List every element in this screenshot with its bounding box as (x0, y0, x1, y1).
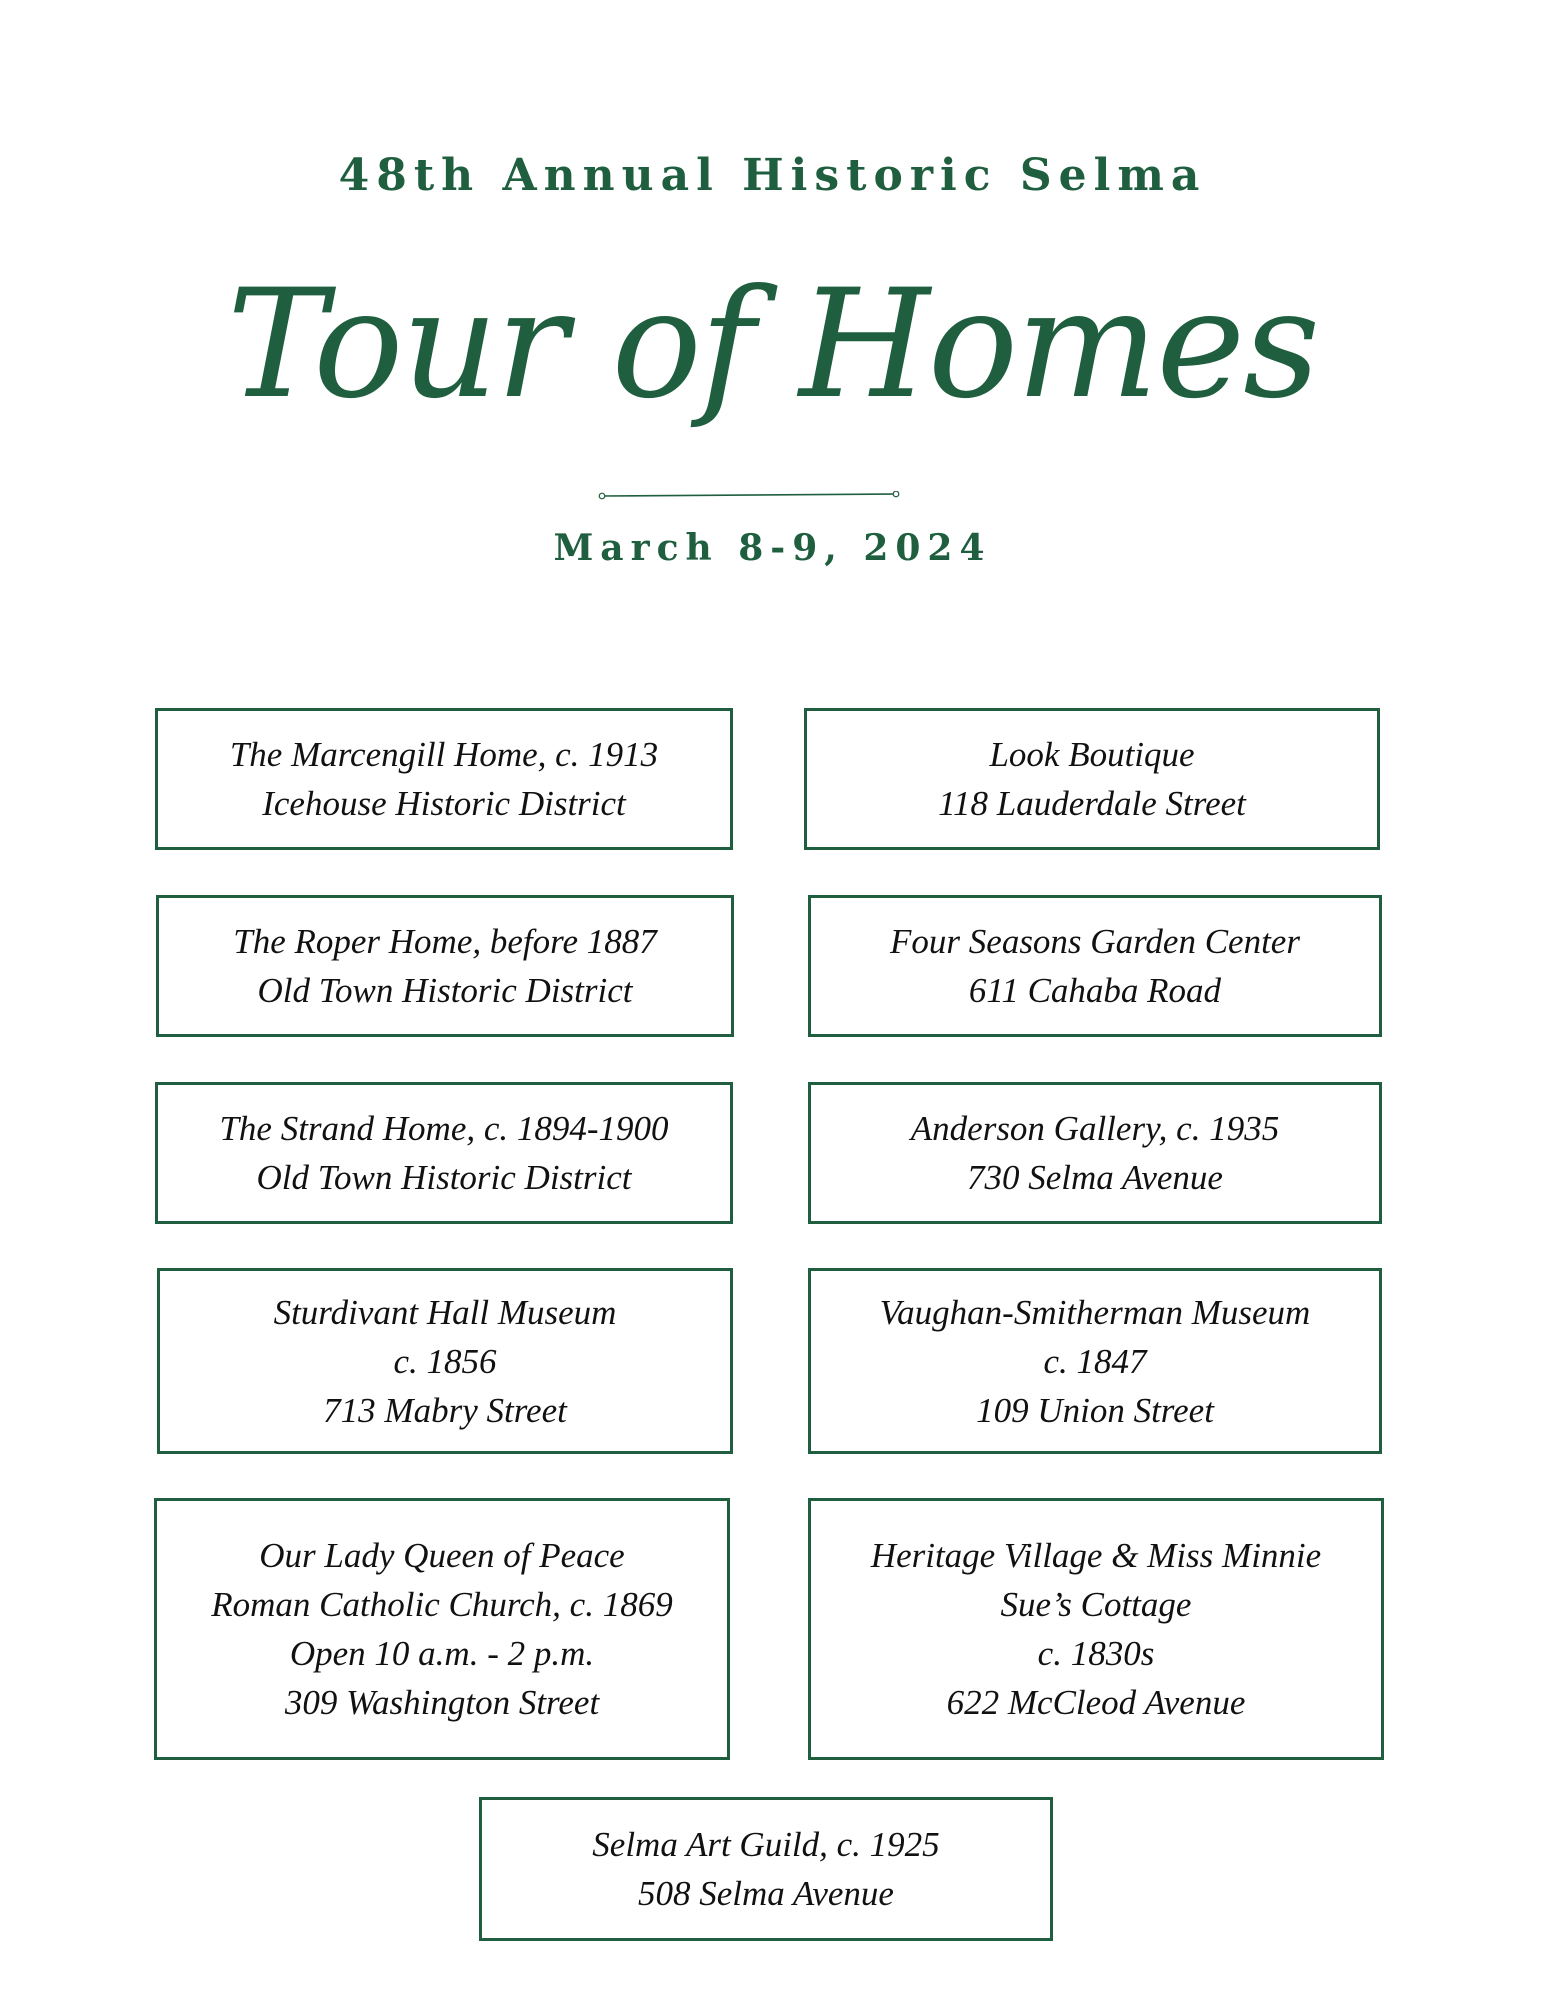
location-box (808, 1498, 1384, 1760)
location-line: 713 Mabry Street (323, 1390, 567, 1430)
location-box (155, 708, 733, 850)
location-line: c. 1847 (1043, 1341, 1147, 1381)
location-box (804, 708, 1380, 850)
location-box (157, 1268, 733, 1454)
location-box (808, 895, 1382, 1037)
location-line: 309 Washington Street (284, 1683, 600, 1722)
location-line: Old Town Historic District (257, 971, 633, 1010)
location-box (155, 1082, 733, 1224)
ornamental-divider (598, 491, 900, 501)
location-line: The Roper Home, before 1887 (233, 922, 657, 961)
location-line: Four Seasons Garden Center (890, 922, 1300, 961)
location-line: Roman Catholic Church, c. 1869 (211, 1585, 673, 1624)
location-line: 118 Lauderdale Street (938, 784, 1246, 823)
location-line: The Strand Home, c. 1894-1900 (219, 1109, 669, 1148)
location-line: 508 Selma Avenue (638, 1874, 894, 1913)
location-box (156, 895, 734, 1037)
location-line: Open 10 a.m. - 2 p.m. (289, 1634, 595, 1673)
location-line: c. 1856 (393, 1341, 497, 1381)
location-line: Sue’s Cottage (1000, 1585, 1192, 1624)
location-box (154, 1498, 730, 1760)
location-line: Our Lady Queen of Peace (259, 1536, 625, 1575)
page-title: Tour of Homes (226, 258, 1319, 432)
location-line: c. 1830s (1037, 1634, 1155, 1673)
location-line: 109 Union Street (976, 1390, 1214, 1430)
location-line: Icehouse Historic District (262, 784, 626, 823)
location-line: Anderson Gallery, c. 1935 (910, 1109, 1280, 1148)
location-line: 730 Selma Avenue (967, 1158, 1223, 1197)
location-line: Look Boutique (989, 735, 1195, 774)
location-line: Old Town Historic District (256, 1158, 632, 1197)
location-line: Vaughan-Smitherman Museum (879, 1292, 1311, 1332)
location-box (479, 1797, 1053, 1941)
location-line: The Marcengill Home, c. 1913 (229, 735, 659, 774)
location-line: 622 McCleod Avenue (946, 1683, 1246, 1722)
location-line: Heritage Village & Miss Minnie (870, 1536, 1322, 1575)
location-box (808, 1268, 1382, 1454)
location-line: Selma Art Guild, c. 1925 (592, 1825, 940, 1864)
event-date: March 8-9, 2024 (553, 527, 992, 569)
location-box (808, 1082, 1382, 1224)
location-line: 611 Cahaba Road (968, 971, 1222, 1010)
location-line: Sturdivant Hall Museum (273, 1292, 617, 1332)
event-subtitle: 48th Annual Historic Selma (338, 150, 1207, 201)
